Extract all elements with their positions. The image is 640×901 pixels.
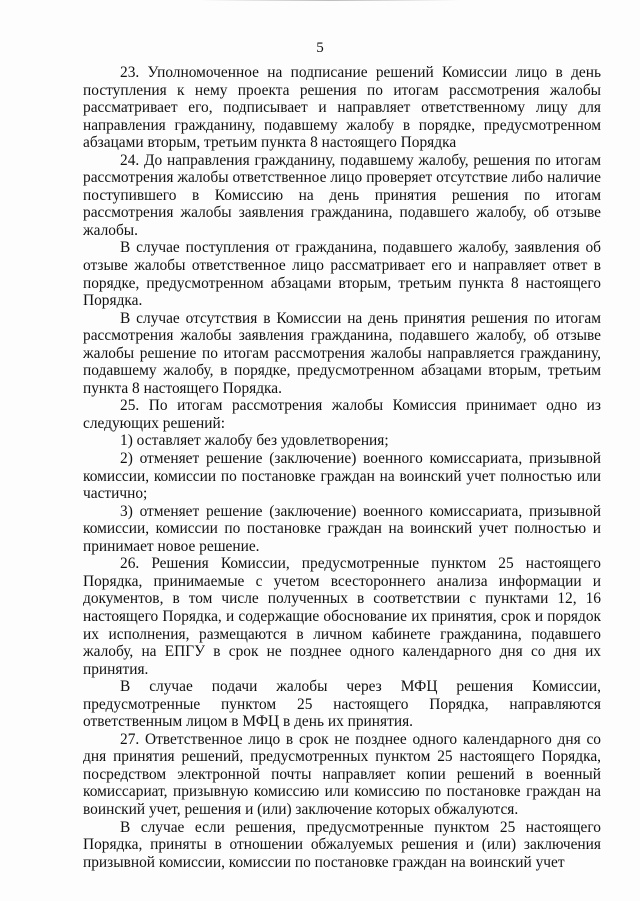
- document-body: [83, 64, 601, 871]
- paragraph-24-withdrawal-received: В случае поступления от гражданина, подавшего жалобу, заявления об отзыве жалобы ответственное лицо рассматривает его и направляет ответ в порядке, предусмотренном абзацами вторым, третьим пункта 8 настоящего Порядка.: [83, 239, 601, 310]
- page-number: 5: [316, 40, 324, 56]
- paragraph-25-item-1: 1) оставляет жалобу без удовлетворения;: [120, 432, 389, 450]
- paragraph-23: 23. Уполномоченное на подписание решений Комиссии лицо в день поступления к нему проекта решения по итогам рассмотрения жалобы рассматривает его, подписывает и направляет ответственному лицу для направления гражданину, подавшему жалобу в порядке, предусмотренном абзацами вторым, третьим пункта 8 настоящего Порядка: [83, 64, 601, 152]
- paragraph-25-item-3: 3) отменяет решение (заключение) военного комиссариата, призывной комиссии, комиссии по постановке граждан на воинский учет полностью и принимает новое решение.: [83, 502, 601, 555]
- paragraph-25: 25. По итогам рассмотрения жалобы Комиссия принимает одно из следующих решений:: [83, 397, 601, 432]
- paragraph-27-draft-commission: В случае если решения, предусмотренные пунктом 25 настоящего Порядка, приняты в отношении обжалуемых решения и (или) заключения призывной комиссии, комиссии по постановке граждан на воинский учет: [83, 818, 601, 871]
- paragraph-27: 27. Ответственное лицо в срок не позднее одного календарного дня со дня принятия решений, предусмотренных пунктом 25 настоящего Порядка, посредством электронной почты направляет копии решений в военный комиссариат, призывную комиссию или комиссию по постановке граждан на воинский учет, решения и (или) заключение которых обжалуются.: [83, 730, 601, 818]
- paragraph-26-mfc: В случае подачи жалобы через МФЦ решения Комиссии, предусмотренные пунктом 25 настоящего Порядка, направляются ответственным лицом в МФЦ в день их принятия.: [83, 678, 601, 731]
- paragraph-25-item-2: 2) отменяет решение (заключение) военного комиссариата, призывной комиссии, комиссии по постановке граждан на воинский учет полностью или частично;: [83, 450, 601, 503]
- paragraph-24-withdrawal-absent: В случае отсутствия в Комиссии на день принятия решения по итогам рассмотрения жалобы заявления гражданина, подавшего жалобу, об отзыве жалобы решение по итогам рассмотрения жалобы направляется гражданину, подавшему жалобу, в порядке, предусмотренном абзацами вторым, третьим пункта 8 настоящего Порядка.: [83, 309, 601, 397]
- paragraph-26: 26. Решения Комиссии, предусмотренные пунктом 25 настоящего Порядка, принимаемые с учетом всестороннего анализа информации и документов, в том числе полученных в соответствии с пунктами 12, 16 настоящего Порядка, и содержащие обоснование их принятия, срок и порядок их исполнения, размещаются в личном кабинете гражданина, подавшего жалобу, на ЕПГУ в срок не позднее одного календарного дня со дня их принятия.: [83, 555, 601, 678]
- paragraph-24: 24. До направления гражданину, подавшему жалобу, решения по итогам рассмотрения жалобы ответственное лицо проверяет отсутствие либо наличие поступившего в Комиссию на день принятия решения по итогам рассмотрения жалобы заявления гражданина, подавшего жалобу, об отзыве жалобы.: [83, 151, 601, 239]
- scan-edge-artifact: [200, 0, 460, 1]
